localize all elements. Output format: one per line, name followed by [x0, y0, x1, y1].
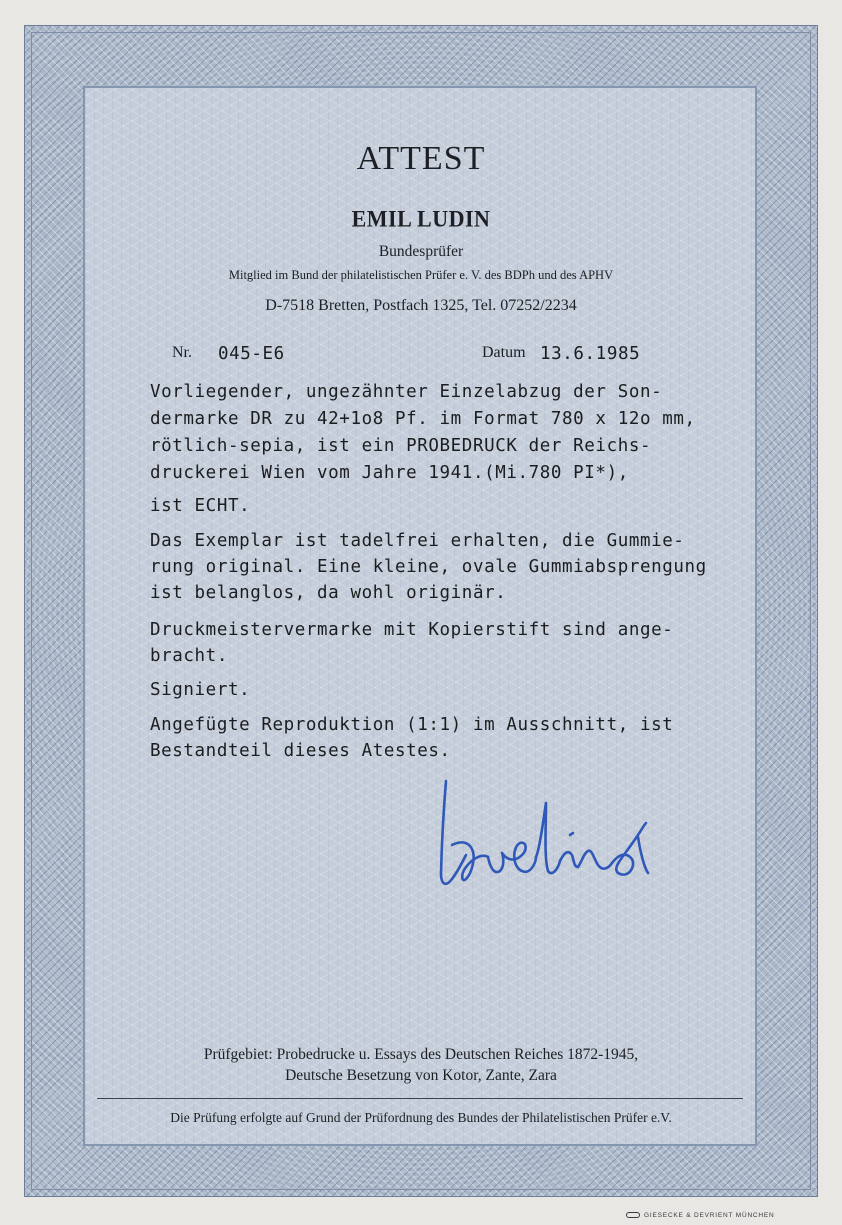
printer-imprint-text: GIESECKE & DEVRIENT MÜNCHEN	[644, 1212, 775, 1219]
printer-imprint	[626, 1212, 775, 1219]
body-line: ist belanglos, da wohl originär.	[150, 583, 507, 603]
divider	[97, 1098, 743, 1099]
date-value: 13.6.1985	[540, 344, 641, 364]
footer-note: Die Prüfung erfolgte auf Grund der Prüfordnung des Bundes der Philatelistischen Prüfer e.V.	[170, 1110, 672, 1125]
scope-line: Deutsche Besetzung von Kotor, Zante, Zara	[285, 1067, 557, 1084]
certificate-title: ATTEST	[356, 140, 486, 177]
number-value: 045-E6	[218, 344, 285, 364]
body-line: Signiert.	[150, 680, 251, 700]
body-line: dermarke DR zu 42+1o8 Pf. im Format 780 x 12o mm,	[150, 409, 696, 429]
body-line: Angefügte Reproduktion (1:1) im Ausschnitt, ist	[150, 715, 674, 735]
body-line: bracht.	[150, 646, 228, 666]
body-line: druckerei Wien vom Jahre 1941.(Mi.780 PI*),	[150, 463, 629, 483]
body-line: ist ECHT.	[150, 496, 251, 516]
date-label: Datum	[482, 344, 526, 361]
scope-line: Prüfgebiet: Probedrucke u. Essays des Deutschen Reiches 1872-1945,	[203, 1046, 639, 1063]
body-line: Druckmeistervermarke mit Kopierstift sind ange-	[150, 620, 674, 640]
examiner-name: EMIL LUDIN	[351, 205, 491, 232]
membership-line: Mitglied im Bund der philatelistischen Prüfer e. V. des BDPh und des APHV	[228, 268, 614, 282]
examiner-role: Bundesprüfer	[378, 243, 464, 260]
handwritten-signature	[432, 775, 667, 900]
body-line: Bestandteil dieses Atestes.	[150, 741, 451, 761]
body-line: rung original. Eine kleine, ovale Gummiabsprengung	[150, 557, 707, 577]
number-label: Nr.	[172, 344, 192, 361]
body-line: rötlich-sepia, ist ein PROBEDRUCK der Reichs-	[150, 436, 652, 456]
body-line: Vorliegender, ungezähnter Einzelabzug der Son-	[150, 382, 663, 402]
printer-logo-icon	[626, 1212, 640, 1218]
address-line: D-7518 Bretten, Postfach 1325, Tel. 07252/2234	[265, 297, 577, 314]
body-line: Das Exemplar ist tadelfrei erhalten, die Gummie-	[150, 531, 685, 551]
